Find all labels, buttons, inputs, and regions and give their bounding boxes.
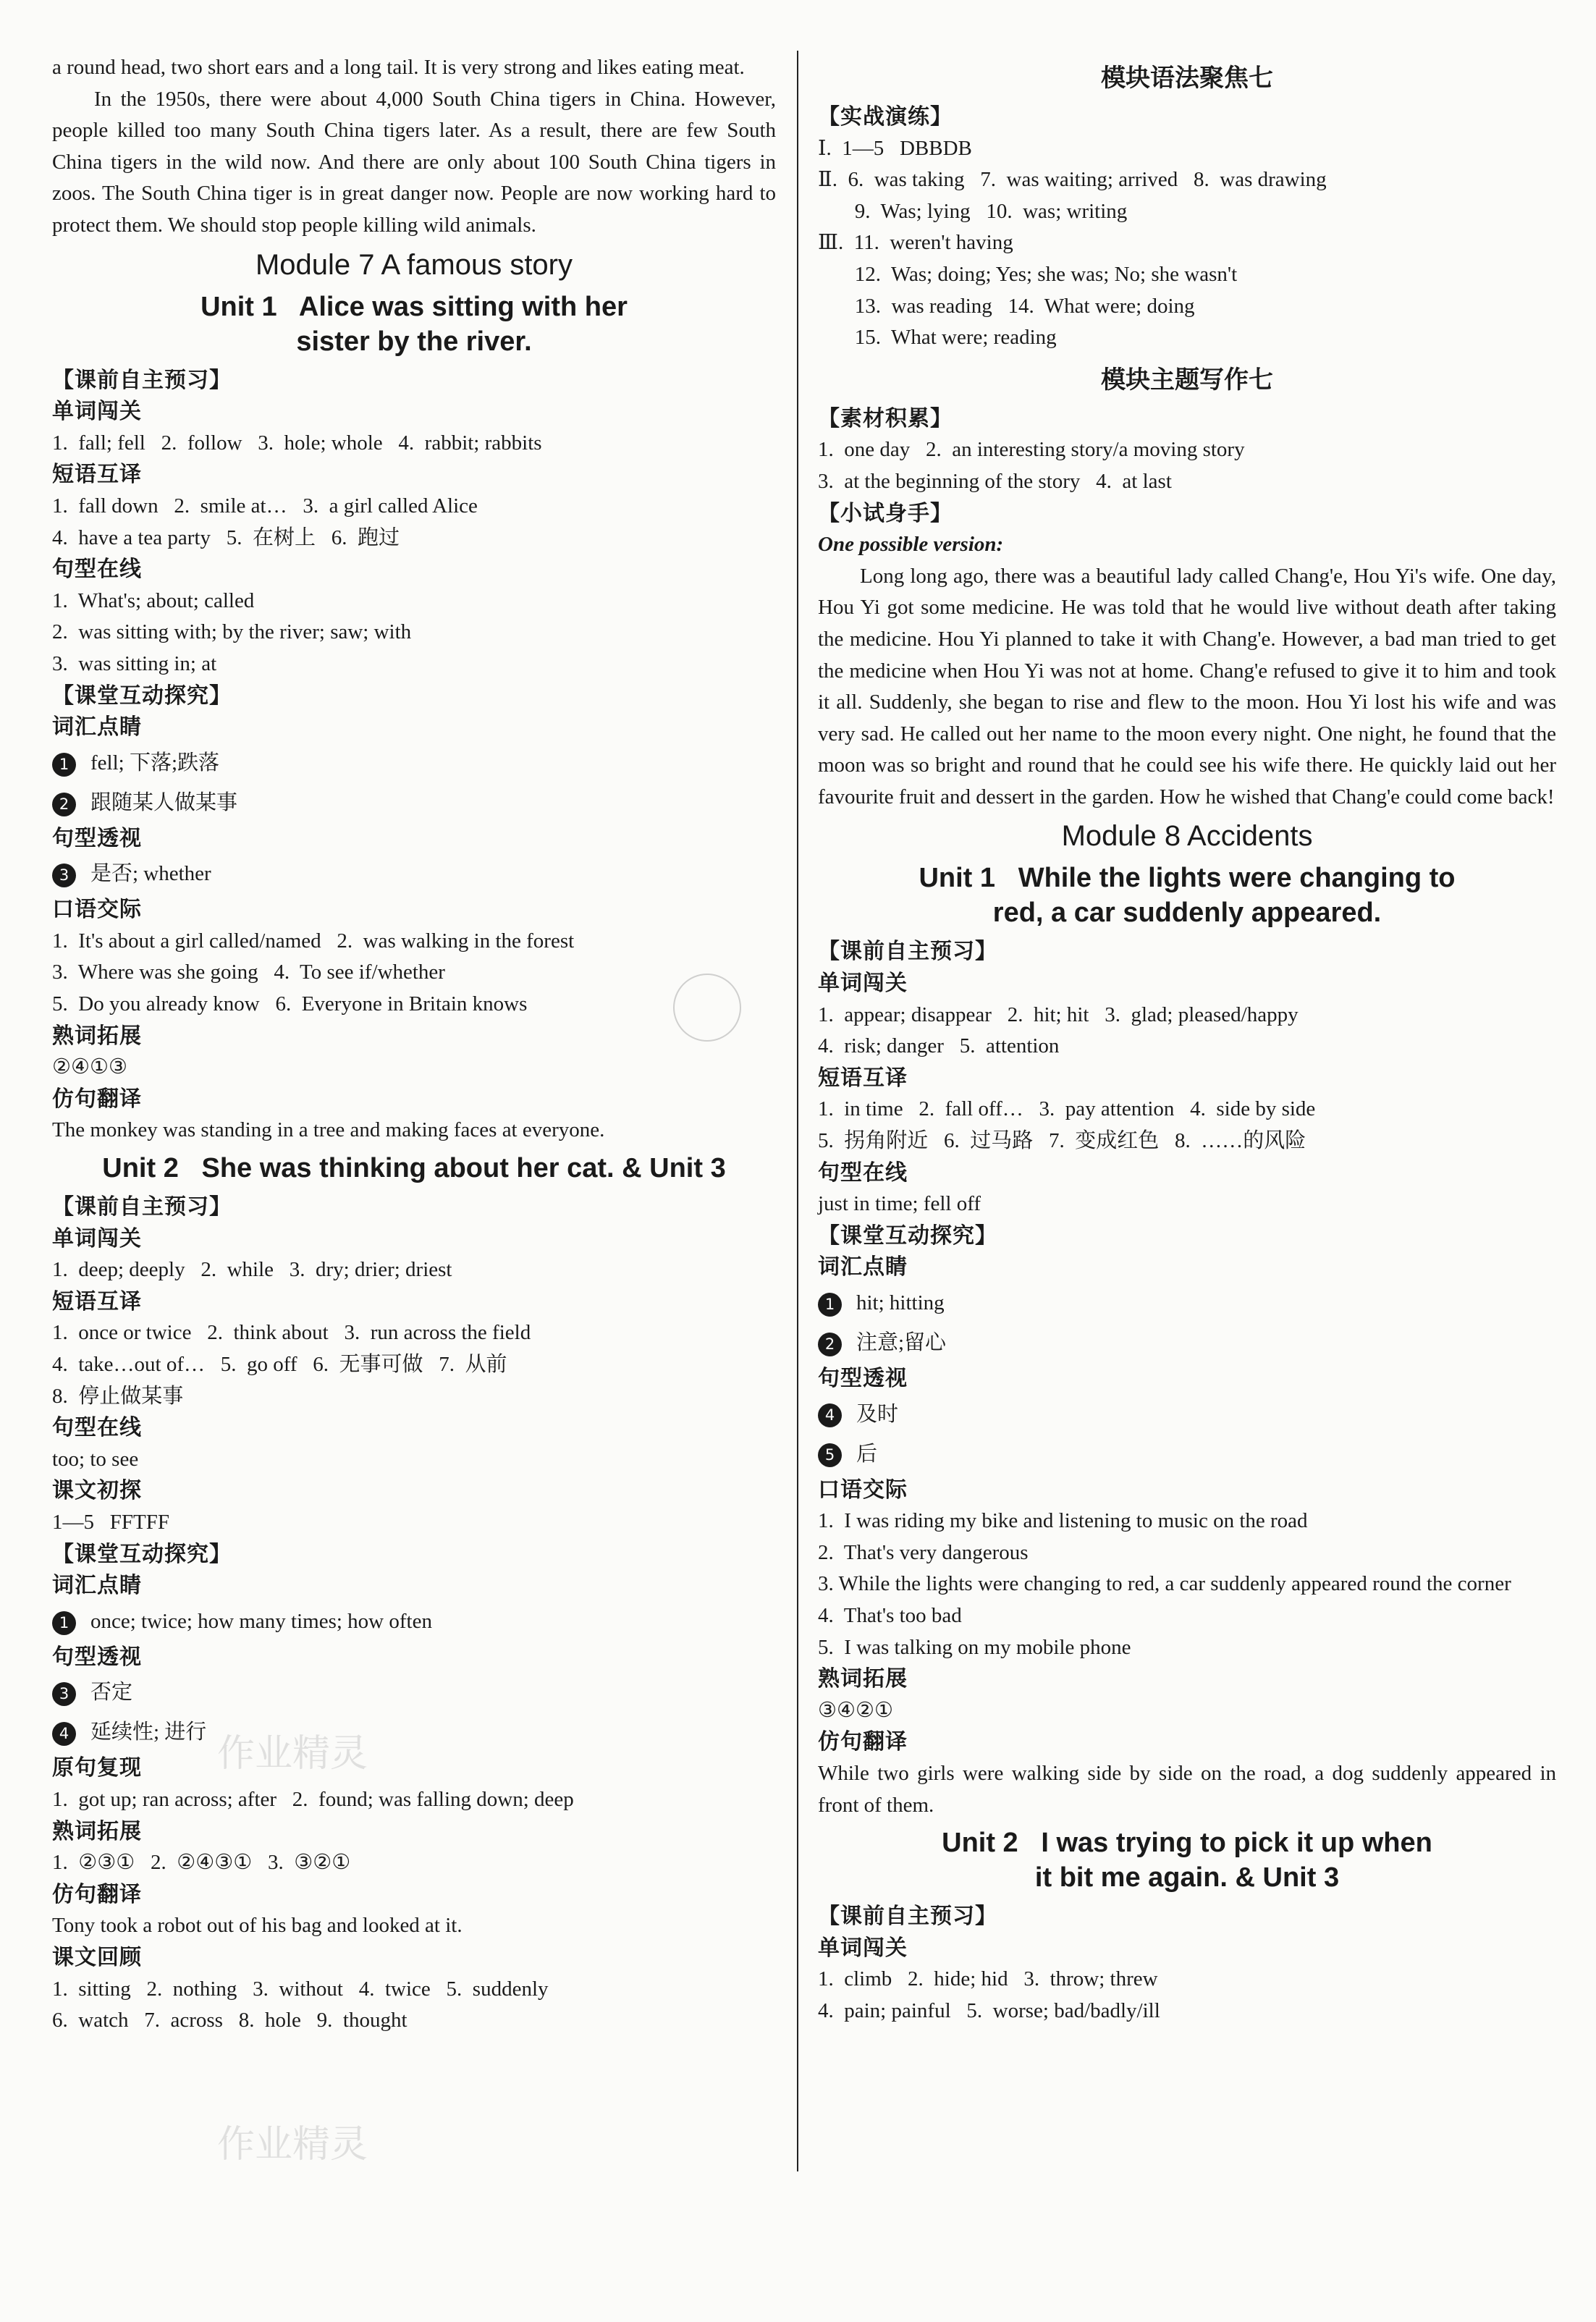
column-divider: [797, 51, 798, 2171]
section-heading: 【课前自主预习】: [818, 939, 997, 965]
answer-line: 1. ②③① 2. ②④③① 3. ③②①: [52, 1851, 351, 1875]
numbered-answer: [818, 1395, 1556, 1435]
answer-line: 2. was sitting with; by the river; saw; with: [52, 620, 412, 644]
answer-line: 3. While the lights were changing to red, a car suddenly appeared round the corner: [818, 1572, 1511, 1596]
watermark: 作业精灵: [217, 1732, 368, 1776]
section-heading: 熟词拓展: [818, 1666, 908, 1692]
section-heading: 【课前自主预习】: [52, 1194, 232, 1220]
numbered-answer: [818, 1323, 1556, 1363]
section-heading: 句型透视: [818, 1366, 908, 1391]
answer-line: 8. 停止做某事: [52, 1384, 184, 1408]
unit-title: Unit 1 While the lights were changing to red, a car suddenly appeared.: [919, 863, 1456, 929]
unit-title: Unit 1 Alice was sitting with her sister by the river.: [200, 291, 628, 357]
unit-title: Unit 2 She was thinking about her cat. & Unit 3: [102, 1153, 726, 1184]
answer-line: 13. was reading 14. What were; doing: [818, 294, 1195, 318]
answer-line: 4. That's too bad: [818, 1603, 962, 1627]
circled-number-icon: 2: [52, 793, 76, 816]
answer-text: once; twice; how many times; how often: [90, 1609, 432, 1633]
circled-number-icon: 1: [52, 1611, 76, 1635]
section-heading: 句型在线: [818, 1160, 908, 1186]
answer-line: 3. Where was she going 4. To see if/whether: [52, 961, 445, 984]
circled-number-icon: 1: [52, 753, 76, 777]
watermark: 作业精灵: [217, 2123, 368, 2166]
answer-line: 3. was sitting in; at: [52, 651, 217, 675]
section-heading: 【课堂互动探究】: [818, 1223, 997, 1249]
numbered-answer: [52, 1713, 776, 1752]
section-heading: 单词闯关: [818, 971, 908, 997]
answer-line: 1. fall; fell 2. follow 3. hole; whole 4. rabbit; rabbits: [52, 431, 542, 455]
section-heading: 句型在线: [52, 557, 142, 583]
section-heading: 句型在线: [52, 1415, 142, 1441]
section-heading: 句型透视: [52, 825, 142, 851]
section-heading: 单词闯关: [52, 399, 142, 425]
section-heading: 原句复现: [52, 1755, 142, 1781]
answer-line: Ⅰ. 1—5 DBBDB: [818, 136, 972, 160]
answer-line: 15. What were; reading: [818, 326, 1057, 350]
section-heading: 仿句翻译: [52, 1881, 142, 1907]
section-heading: 短语互译: [52, 462, 142, 488]
answer-line: ③④②①: [818, 1698, 893, 1722]
section-heading: 【素材积累】: [818, 405, 953, 431]
right-column: [818, 52, 1556, 2027]
chapter-title: 模块主题写作七: [1101, 365, 1273, 394]
answer-text: 后: [856, 1442, 878, 1466]
numbered-answer: [818, 1283, 1556, 1323]
answer-line: 1. climb 2. hide; hid 3. throw; threw: [818, 1967, 1158, 1991]
circled-number-icon: 2: [818, 1333, 842, 1356]
circled-number-icon: 3: [52, 864, 76, 887]
answer-line: 5. Do you already know 6. Everyone in Britain knows: [52, 992, 528, 1016]
answer-line: 5. 拐角附近 6. 过马路 7. 变成红色 8. ……的风险: [818, 1129, 1306, 1153]
left-column: [52, 52, 776, 2037]
answer-text: 注意;留心: [856, 1331, 947, 1354]
circled-number-icon: 1: [818, 1293, 842, 1317]
numbered-answer: [52, 1673, 776, 1713]
answer-line: 5. I was talking on my mobile phone: [818, 1635, 1131, 1659]
section-heading: 词汇点睛: [818, 1254, 908, 1280]
answer-line: 1. What's; about; called: [52, 588, 255, 612]
answer-text: 否定: [90, 1681, 133, 1705]
answer-line: 12. Was; doing; Yes; she was; No; she wasn't: [818, 262, 1238, 286]
numbered-answer: [52, 1602, 776, 1642]
answer-line: 1. It's about a girl called/named 2. was walking in the forest: [52, 929, 575, 953]
answer-line: 6. watch 7. across 8. hole 9. thought: [52, 2009, 408, 2032]
circled-number-icon: 4: [52, 1722, 76, 1746]
section-heading: 仿句翻译: [52, 1086, 142, 1112]
section-heading: 词汇点睛: [52, 714, 142, 740]
answer-line: 4. pain; painful 5. worse; bad/badly/ill: [818, 1998, 1160, 2022]
section-heading: 课文回顾: [52, 1944, 142, 1970]
answer-line: 1. in time 2. fall off… 3. pay attention 4. side by side: [818, 1097, 1316, 1121]
answer-line: The monkey was standing in a tree and making faces at everyone.: [52, 1118, 605, 1142]
answer-line: 2. That's very dangerous: [818, 1540, 1029, 1564]
answer-line: too; to see: [52, 1447, 139, 1471]
answer-line: 1—5 FFTFF: [52, 1510, 169, 1534]
paragraph: While two girls were walking side by side on the road, a dog suddenly appeared in front of them.: [818, 1761, 1556, 1817]
answer-line: 1. one day 2. an interesting story/a moving story: [818, 438, 1245, 462]
section-heading: 词汇点睛: [52, 1573, 142, 1599]
section-heading: 【课堂互动探究】: [52, 1541, 232, 1567]
answer-line: 4. take…out of… 5. go off 6. 无事可做 7. 从前: [52, 1353, 507, 1376]
answer-line: 1. I was riding my bike and listening to music on the road: [818, 1509, 1308, 1533]
section-heading: 课文初探: [52, 1478, 142, 1504]
answer-line: 1. appear; disappear 2. hit; hit 3. glad; pleased/happy: [818, 1002, 1299, 1026]
answer-line: just in time; fell off: [818, 1192, 981, 1216]
answer-line: ②④①③: [52, 1055, 127, 1079]
section-heading: 句型透视: [52, 1644, 142, 1670]
unit-title: Unit 2 I was trying to pick it up when it bit me again. & Unit 3: [942, 1828, 1432, 1894]
section-heading: 短语互译: [818, 1065, 908, 1091]
numbered-answer: [818, 1435, 1556, 1474]
section-heading: 【小试身手】: [818, 500, 953, 526]
section-heading: 口语交际: [52, 897, 142, 923]
answer-text: hit; hitting: [856, 1291, 945, 1314]
numbered-answer: [52, 743, 776, 783]
answer-line: 9. Was; lying 10. was; writing: [818, 199, 1128, 223]
answer-line: 1. once or twice 2. think about 3. run across the field: [52, 1321, 531, 1345]
version-label: One possible version:: [818, 533, 1004, 557]
answer-text: fell; 下落;跌落: [90, 751, 220, 774]
answer-line: Ⅲ. 11. weren't having: [818, 231, 1013, 255]
paragraph: a round head, two short ears and a long tail. It is very strong and likes eating meat.: [52, 56, 745, 79]
section-heading: 单词闯关: [818, 1935, 908, 1961]
answer-line: Tony took a robot out of his bag and looked at it.: [52, 1914, 463, 1938]
section-heading: 熟词拓展: [52, 1023, 142, 1049]
numbered-answer: [52, 783, 776, 823]
circled-number-icon: 4: [818, 1403, 842, 1427]
answer-text: 是否; whether: [90, 862, 211, 886]
section-heading: 【实战演练】: [818, 104, 953, 130]
answer-line: 1. deep; deeply 2. while 3. dry; drier; driest: [52, 1258, 452, 1282]
section-heading: 熟词拓展: [52, 1818, 142, 1844]
answer-text: 跟随某人做某事: [90, 790, 238, 814]
answer-line: 4. risk; danger 5. attention: [818, 1034, 1060, 1058]
answer-line: 1. fall down 2. smile at… 3. a girl called Alice: [52, 494, 478, 518]
circled-number-icon: 3: [52, 1682, 76, 1706]
chapter-title: 模块语法聚焦七: [1101, 64, 1273, 93]
section-heading: 【课前自主预习】: [52, 367, 232, 393]
section-heading: 单词闯关: [52, 1225, 142, 1251]
circled-number-icon: 5: [818, 1443, 842, 1467]
section-heading: 短语互译: [52, 1288, 142, 1314]
section-heading: 【课堂互动探究】: [52, 683, 232, 709]
section-heading: 仿句翻译: [818, 1729, 908, 1755]
section-heading: 口语交际: [818, 1477, 908, 1503]
paragraph: Long long ago, there was a beautiful lady called Chang'e, Hou Yi's wife. One day, Hou Yi got some medicine. He was told that he would live without death after taking the medicine. Hou Yi planned to take it with Chang'e. However, a bad man tried to get the medicine when Hou Yi was not at home. Chang'e refused to give it to him and took it all. Suddenly, she began to rise and flew to the moon. Hou Yi lost his wife and was very sad. He called out her name to the moon every night. One night, he found that the moon was so bright and round that he could see his wife there. He quickly laid out her favourite fruit and dessert in the garden. How he wished that Chang'e could come back!: [818, 564, 1556, 809]
answer-line: 3. at the beginning of the story 4. at last: [818, 469, 1172, 493]
paragraph: In the 1950s, there were about 4,000 South China tigers in China. However, people killed too many South China tigers later. As a result, there are few South China tigers in the wild now. And there are only about 100 South China tigers in zoos. The South China tiger is in great danger now. People are now working hard to protect them. We should stop people killing wild animals.: [52, 87, 776, 237]
answer-line: Ⅱ. 6. was taking 7. was waiting; arrived 8. was drawing: [818, 168, 1327, 192]
answer-text: 及时: [856, 1402, 899, 1426]
module-title: Module 8 Accidents: [1061, 820, 1313, 853]
section-heading: 【课前自主预习】: [818, 1904, 997, 1930]
numbered-answer: [52, 854, 776, 894]
answer-line: 1. sitting 2. nothing 3. without 4. twice 5. suddenly: [52, 1977, 549, 2001]
answer-line: 1. got up; ran across; after 2. found; was falling down; deep: [52, 1787, 574, 1811]
module-title: Module 7 A famous story: [255, 248, 573, 281]
answer-line: 4. have a tea party 5. 在树上 6. 跑过: [52, 525, 400, 549]
answer-text: 延续性; 进行: [90, 1721, 207, 1744]
